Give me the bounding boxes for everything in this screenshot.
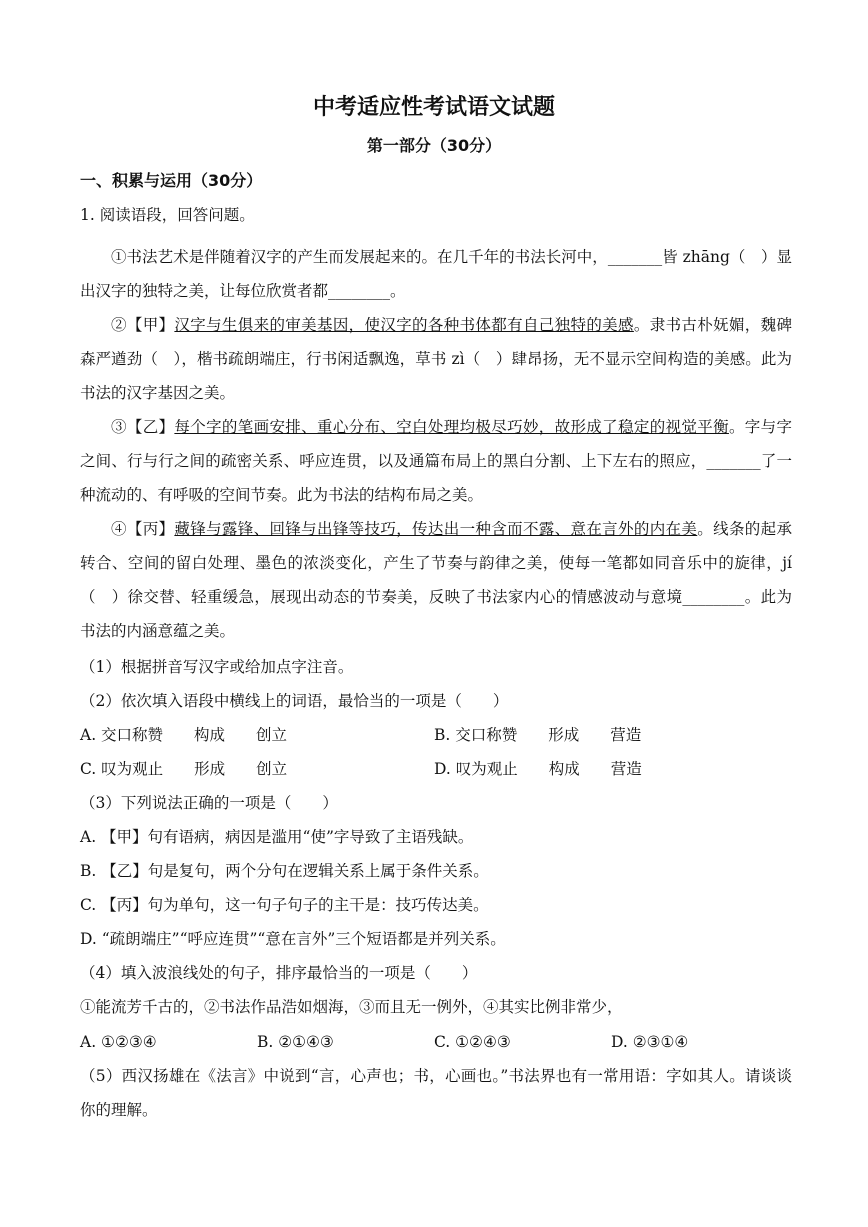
sub2-option-a[interactable]: A. 交口称赞 构成 创立 [80,726,288,744]
sub3-option-c[interactable]: C. 【丙】句为单句，这一句子句子的主干是：技巧传达美。 [80,896,489,914]
sub4-option-d[interactable]: D. ②③①④ [611,1033,689,1051]
sub3-option-d[interactable]: D. “疏朗端庄”“呼应连贯”“意在言外”三个短语都是并列关系。 [80,930,506,948]
sub4-option-a[interactable]: A. ①②③④ [80,1033,157,1051]
sub2-option-d[interactable]: D. 叹为观止 构成 营造 [434,760,642,778]
sub3-option-a[interactable]: A. 【甲】句有语病，病因是滥用“使”字导致了主语残缺。 [80,828,474,846]
sub3-option-b[interactable]: B. 【乙】句是复句，两个分句在逻辑关系上属于条件关系。 [80,862,489,880]
paragraph-3-tail: 。字与字之间、行与行之间的疏密关系、呼应连贯，以及通篇布局上的黑白分割、上下左右的照应，_______了一种流动的、有呼吸的空间节奏。此为书法的结构布局之美。 [80,418,792,504]
subquestion-3: （3）下列说法正确的一项是（ ） [80,794,338,812]
subquestion-5 [80,1059,792,1127]
sub4-option-c[interactable]: C. ①②④③ [434,1033,511,1051]
sub4-option-b[interactable]: B. ②①④③ [257,1033,334,1051]
paragraph-4-tail: 。线条的起承转合、空间的留白处理、墨色的浓淡变化，产生了节奏与韵律之美，使每一笔都如同音乐中的旋律，jí（ ）徐交替、轻重缓急，展现出动态的节奏美，反映了书法家内心的情感波动与意境________。此为书法的内涵意蕴之美。 [80,520,792,640]
question-stem: 1. 阅读语段，回答问题。 [80,206,255,224]
subquestion-1: （1）根据拼音写汉字或给加点字注音。 [80,658,354,676]
passage-paragraph-4 [80,512,792,648]
paragraph-2-underlined: 汉字与生俱来的审美基因，使汉字的各种书体都有自己独特的美感 [174,316,634,334]
subquestion-4: （4）填入波浪线处的句子，排序最恰当的一项是（ ） [80,964,478,982]
paragraph-4-underlined: 藏锋与露锋、回锋与出锋等技巧，传达出一种含而不露、意在言外的内在美 [174,520,698,538]
passage-paragraph-1 [80,240,792,308]
paragraph-3-head: ③【乙】 [111,418,175,436]
sub2-option-b[interactable]: B. 交口称赞 形成 营造 [434,726,642,744]
paragraph-4-head: ④【丙】 [111,520,175,538]
section-heading: 一、积累与运用（30分） [80,171,263,190]
paragraph-2-head: ②【甲】 [111,316,175,334]
subquestion-2: （2）依次填入语段中横线上的词语，最恰当的一项是（ ） [80,692,509,710]
page-title: 中考适应性考试语文试题 [312,95,555,120]
paragraph-2-tail: 。隶书古朴妩媚，魏碑森严遒劲（ ），楷书疏朗端庄，行书闲适飘逸，草书 zì（ ）肆昂扬，无不显示空间构造的美感。此为书法的汉字基因之美。 [80,316,792,402]
part-subtitle: 第一部分（30分） [366,136,502,155]
paragraph-1-text: ①书法艺术是伴随着汉字的产生而发展起来的。在几千年的书法长河中，_______皆 zhāng（ ）显出汉字的独特之美，让每位欣赏者都________。 [80,248,792,300]
paragraph-3-underlined: 每个字的笔画安排、重心分布、空白处理均极尽巧妙，故形成了稳定的视觉平衡 [174,418,729,436]
subquestion-5-text: （5）西汉扬雄在《法言》中说到“言，心声也；书，心画也。”书法界也有一常用语：字如其人。请谈谈你的理解。 [80,1067,792,1119]
passage-paragraph-3 [80,410,792,512]
passage-paragraph-2 [80,308,792,410]
sub2-option-c[interactable]: C. 叹为观止 形成 创立 [80,760,288,778]
sub4-sentences: ①能流芳千古的，②书法作品浩如烟海，③而且无一例外，④其实比例非常少， [80,998,623,1016]
